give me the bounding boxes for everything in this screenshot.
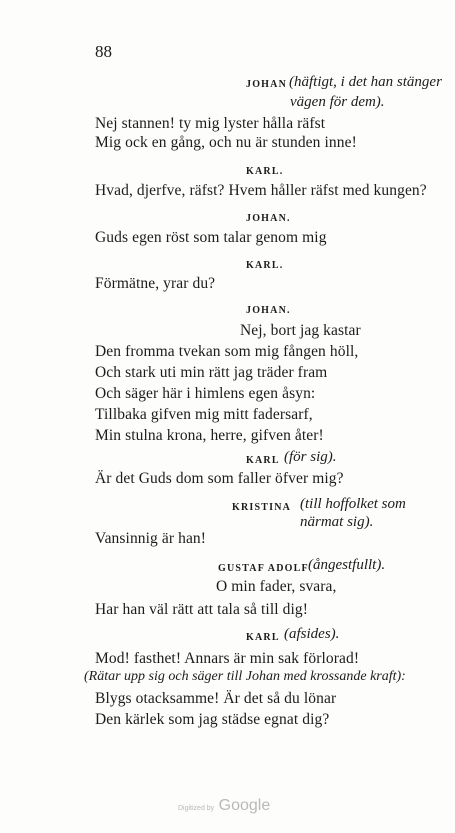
verse-line: Förmätne, yrar du?	[95, 275, 216, 292]
verse-line: Mig ock en gång, och nu är stunden inne!	[95, 134, 357, 151]
stage-direction: (afsides).	[284, 626, 340, 642]
google-logo-text: Google	[218, 797, 271, 814]
stage-direction: (för sig).	[284, 449, 337, 465]
page-number: 88	[95, 42, 112, 61]
verse-line: Blygs otacksamme! Är det så du lönar	[95, 690, 337, 707]
verse-line: Den kärlek som jag städse egnat dig?	[95, 711, 330, 728]
verse-line: Är det Guds dom som faller öfver mig?	[95, 470, 344, 487]
verse-line: Har han väl rätt att tala så till dig!	[95, 601, 308, 618]
stage-direction: (till hoffolket som	[300, 496, 406, 512]
stage-direction: (häftigt, i det han stänger	[289, 74, 442, 90]
speaker-johan: JOHAN.	[246, 305, 291, 316]
verse-line: Och stark uti min rätt jag träder fram	[95, 364, 328, 381]
speaker-karl: KARL.	[246, 260, 284, 271]
verse-line: Hvad, djerfve, räfst? Hvem håller räfst med kungen?	[95, 182, 427, 199]
stage-direction: vägen för dem).	[290, 94, 385, 110]
verse-line: Och säger här i himlens egen åsyn:	[95, 385, 316, 402]
verse-line: Den fromma tvekan som mig fången höll,	[95, 343, 359, 360]
speaker-johan: JOHAN	[246, 79, 287, 90]
speaker-karl: KARL.	[246, 166, 284, 177]
verse-line: Mod! fasthet! Annars är min sak förlorad!	[95, 650, 360, 667]
speaker-johan: JOHAN.	[246, 213, 291, 224]
verse-line: O min fader, svara,	[216, 578, 337, 595]
speaker-karl: KARL	[246, 455, 280, 466]
speaker-karl: KARL	[246, 632, 280, 643]
verse-line: Guds egen röst som talar genom mig	[95, 229, 327, 246]
stage-direction: (ångestfullt).	[308, 557, 386, 573]
google-watermark	[178, 797, 270, 815]
stage-direction: (Rätar upp sig och säger till Johan med krossande kraft):	[84, 669, 406, 684]
verse-line: Nej, bort jag kastar	[240, 322, 361, 339]
speaker-kristina: KRISTINA	[232, 502, 292, 513]
verse-line: Min stulna krona, herre, gifven åter!	[95, 427, 324, 444]
verse-line: Nej stannen! ty mig lyster hålla räfst	[95, 115, 326, 132]
stage-direction: närmat sig).	[300, 514, 374, 530]
speaker-gustaf-adolf: GUSTAF ADOLF	[218, 563, 309, 574]
watermark-prefix: Digitized by	[178, 805, 215, 812]
verse-line: Vansinnig är han!	[95, 530, 207, 547]
verse-line: Tillbaka gifven mig mitt fadersarf,	[95, 406, 313, 423]
